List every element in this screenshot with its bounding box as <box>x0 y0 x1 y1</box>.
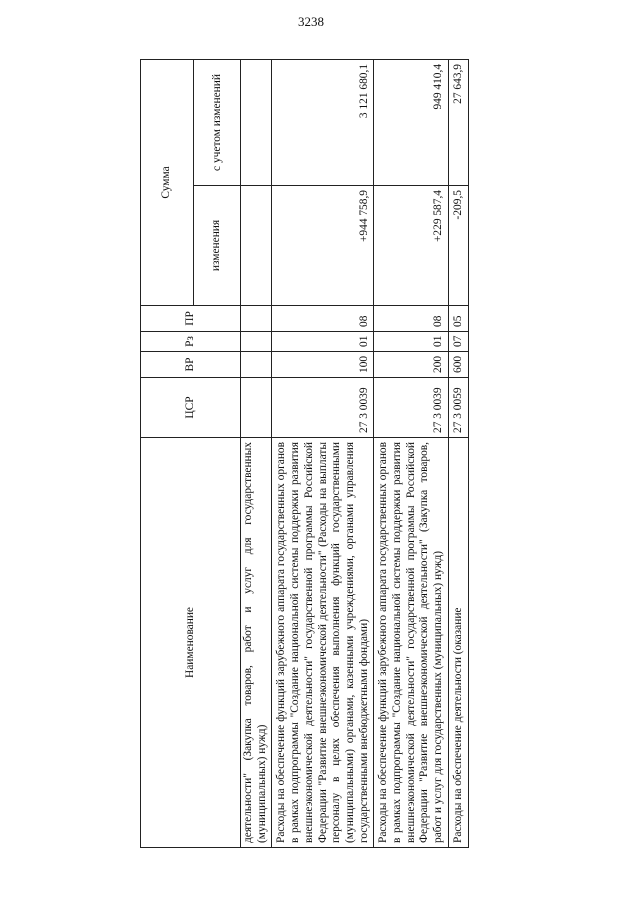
header-name: Наименование <box>141 438 241 848</box>
header-rz: Рз <box>141 332 241 352</box>
row-rz: 01 <box>272 332 374 352</box>
row-pr <box>241 306 272 332</box>
header-changes: изменения <box>194 186 241 306</box>
header-with-changes: с учетом изменений <box>194 59 241 185</box>
table-row <box>241 59 272 847</box>
row-total <box>241 59 272 185</box>
row-vr: 100 <box>272 352 374 378</box>
row-rz: 01 <box>374 332 449 352</box>
header-pr: ПР <box>141 306 241 332</box>
row-total: 3 121 680,1 <box>272 59 374 185</box>
row-total: 27 643,9 <box>448 59 468 185</box>
row-name: Расходы на обеспечение функций зарубежного аппарата государственных органов в рамках подпрограммы "Создание национальной системы поддержки развития внешнеэкономической деятельности" государственной программы Российской Федерации "Развитие внешнеэкономической деятельности" (Закупка товаров, работ и услуг для государственных (муниципальных) нужд) <box>374 438 449 848</box>
budget-table <box>140 59 469 848</box>
row-pr: 05 <box>448 306 468 332</box>
row-rz <box>241 332 272 352</box>
row-csr <box>241 378 272 438</box>
row-pr: 08 <box>374 306 449 332</box>
page-number: 3238 <box>298 14 324 29</box>
table-row <box>272 59 374 847</box>
row-vr: 600 <box>448 352 468 378</box>
header-sum: Сумма <box>141 59 194 305</box>
row-name: деятельности" (Закупка товаров, работ и услуг для государственных (муниципальных) нужд) <box>241 438 272 848</box>
row-total: 949 410,4 <box>374 59 449 185</box>
rotated-budget-table <box>140 60 605 848</box>
row-change: +229 587,4 <box>374 186 449 306</box>
header-vr: ВР <box>141 352 241 378</box>
row-pr: 08 <box>272 306 374 332</box>
row-name: Расходы на обеспечение деятельности (оказание <box>448 438 468 848</box>
row-vr <box>241 352 272 378</box>
table-row <box>448 59 468 847</box>
row-vr: 200 <box>374 352 449 378</box>
row-csr: 27 3 0059 <box>448 378 468 438</box>
row-csr: 27 3 0039 <box>374 378 449 438</box>
table-row <box>374 59 449 847</box>
row-change <box>241 186 272 306</box>
row-name: Расходы на обеспечение функций зарубежного аппарата государственных органов в рамках подпрограммы "Создание национальной системы поддержки развития внешнеэкономической деятельности" государственной программы Российской Федерации "Развитие внешнеэкономической деятельности" (Расходы на выплаты персоналу в целях обеспечения выполнения функций государственными (муниципальными) органами, казенными учреждениями, органами управления государственными внебюджетными фондами) <box>272 438 374 848</box>
row-change: +944 758,9 <box>272 186 374 306</box>
row-csr: 27 3 0039 <box>272 378 374 438</box>
header-csr: ЦСР <box>141 378 241 438</box>
row-change: -209,5 <box>448 186 468 306</box>
row-rz: 07 <box>448 332 468 352</box>
